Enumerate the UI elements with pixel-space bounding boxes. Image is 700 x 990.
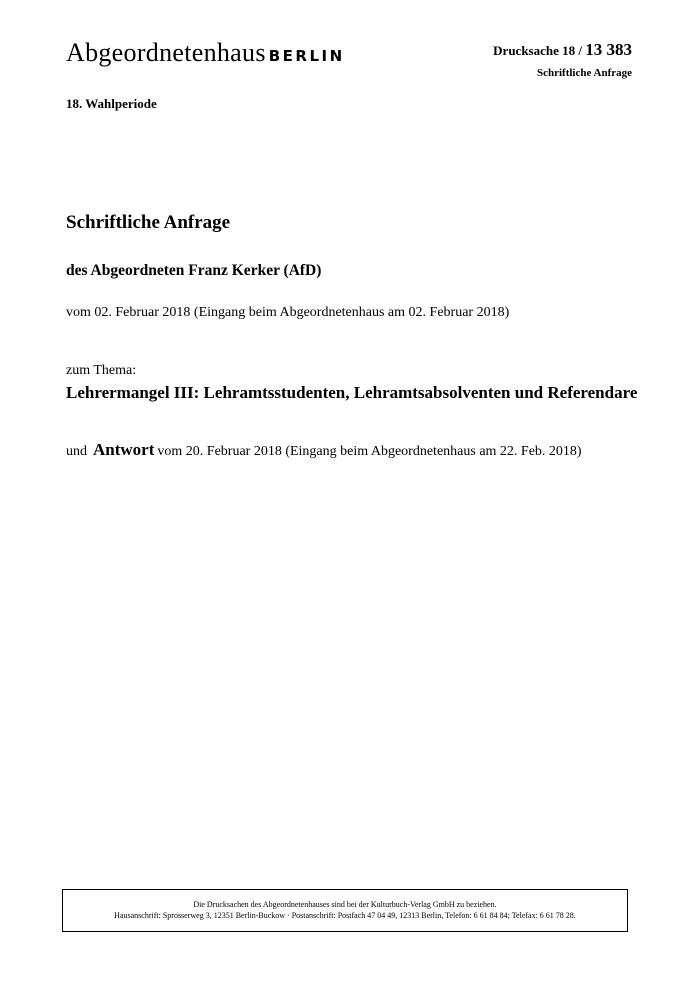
footer-box	[62, 889, 628, 932]
document-number-prefix: Drucksache 18 /	[493, 43, 582, 58]
answer-date-text: vom 20. Februar 2018 (Eingang beim Abgeordnetenhaus am 22. Feb. 2018)	[157, 444, 582, 459]
topic-label: zum Thema:	[66, 363, 137, 378]
logo-main-text: Abgeordnetenhaus	[66, 38, 266, 67]
document-number-value: 13 383	[585, 40, 632, 59]
document-number	[493, 40, 632, 60]
footer-line-address: Hausanschrift: Sprosserweg 3, 12351 Berlin-Buckow · Postanschrift: Postfach 47 04 49, 12313 Berlin, Telefon: 6 61 84 84; Telefax: 6 61 78 28.	[114, 911, 576, 920]
author-line: des Abgeordneten Franz Kerker (AfD)	[66, 262, 322, 279]
footer-line-distribution: Die Drucksachen des Abgeordnetenhauses sind bei der Kulturbuch-Verlag GmbH zu beziehen.	[193, 900, 497, 909]
inquiry-date-line: vom 02. Februar 2018 (Eingang beim Abgeordnetenhaus am 02. Februar 2018)	[66, 305, 510, 320]
document-title: Schriftliche Anfrage	[66, 212, 231, 233]
answer-prefix: und	[66, 444, 87, 459]
topic-heading: Lehrermangel III: Lehramtsstudenten, Lehramtsabsolventen und Referendare	[66, 383, 638, 402]
answer-word: Antwort	[93, 440, 155, 459]
answer-line	[66, 440, 582, 460]
logo-city-text: BERLIN	[268, 47, 345, 65]
parliament-logo	[66, 38, 345, 68]
legislative-period: 18. Wahlperiode	[66, 96, 157, 111]
document-type: Schriftliche Anfrage	[536, 67, 632, 79]
